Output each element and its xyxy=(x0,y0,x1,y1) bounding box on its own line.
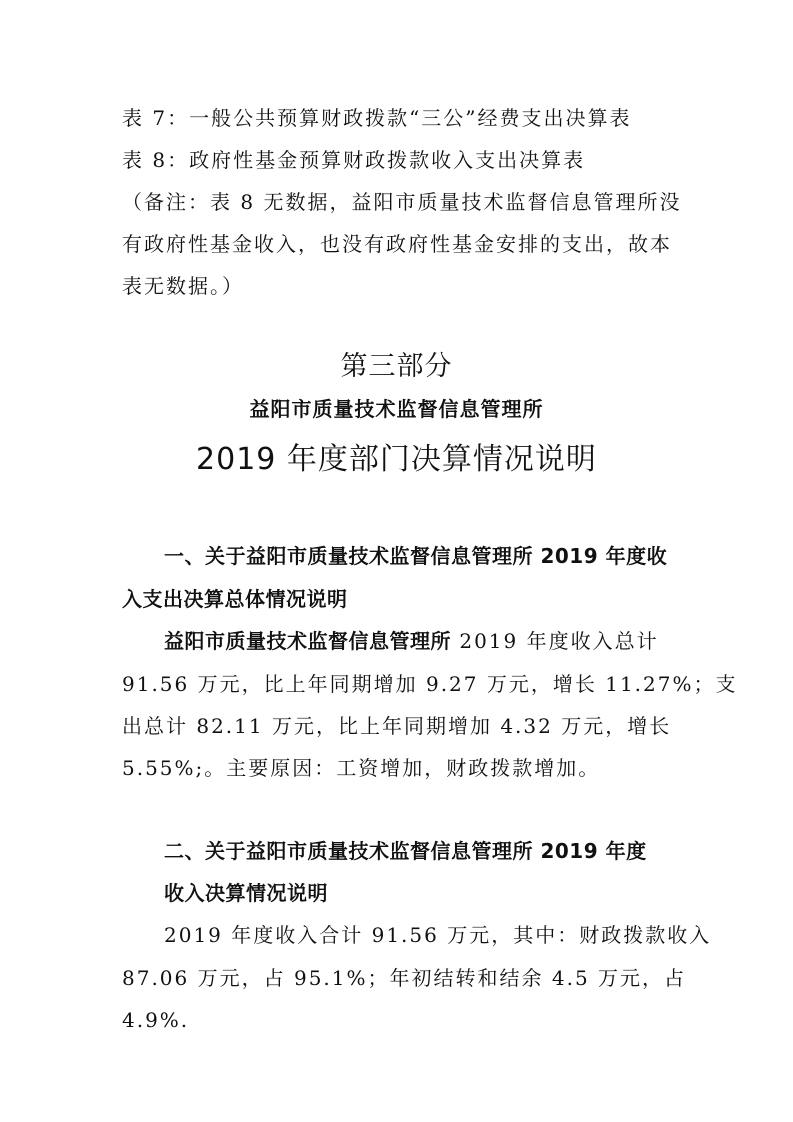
section1-body-line-1 xyxy=(164,629,659,653)
section2-title-line-1: 二、关于益阳市质量技术监督信息管理所 2019 年度 xyxy=(164,839,647,863)
note-line-2: 有政府性基金收入，也没有政府性基金安排的支出，故本 xyxy=(122,232,672,256)
section1-body-line-3: 出总计 82.11 万元，比上年同期增加 4.32 万元，增长 xyxy=(122,714,672,738)
table8-line: 表 8：政府性基金预算财政拨款收入支出决算表 xyxy=(122,148,586,172)
section1-title-line-2: 入支出决算总体情况说明 xyxy=(122,587,348,611)
org-heading: 益阳市质量技术监督信息管理所 xyxy=(249,397,544,421)
note-line-1: （备注：表 8 无数据，益阳市质量技术监督信息管理所没 xyxy=(122,190,682,214)
section1-body-line-2: 91.56 万元，比上年同期增加 9.27 万元，增长 11.27%；支 xyxy=(122,672,738,696)
report-title: 2019 年度部门决算情况说明 xyxy=(196,442,597,477)
section1-body-line-4: 5.55%;。主要原因：工资增加，财政拨款增加。 xyxy=(122,756,601,780)
section2-title-line-2: 收入决算情况说明 xyxy=(164,881,328,905)
section1-body-line-1-rest: 2019 年度收入总计 xyxy=(459,629,659,653)
table7-line: 表 7：一般公共预算财政拨款“三公”经费支出决算表 xyxy=(122,106,632,130)
section1-title-line-1: 一、关于益阳市质量技术监督信息管理所 2019 年度收 xyxy=(164,544,668,568)
section1-body-lead: 益阳市质量技术监督信息管理所 xyxy=(164,629,451,653)
section2-body-line-1: 2019 年度收入合计 91.56 万元，其中：财政拨款收入 xyxy=(164,923,712,947)
section2-body-line-2: 87.06 万元，占 95.1%；年初结转和结余 4.5 万元，占 xyxy=(122,966,687,990)
part-heading: 第三部分 xyxy=(340,351,453,382)
section2-body-line-3: 4.9%. xyxy=(122,1008,190,1032)
note-line-3: 表无数据。） xyxy=(122,274,244,298)
